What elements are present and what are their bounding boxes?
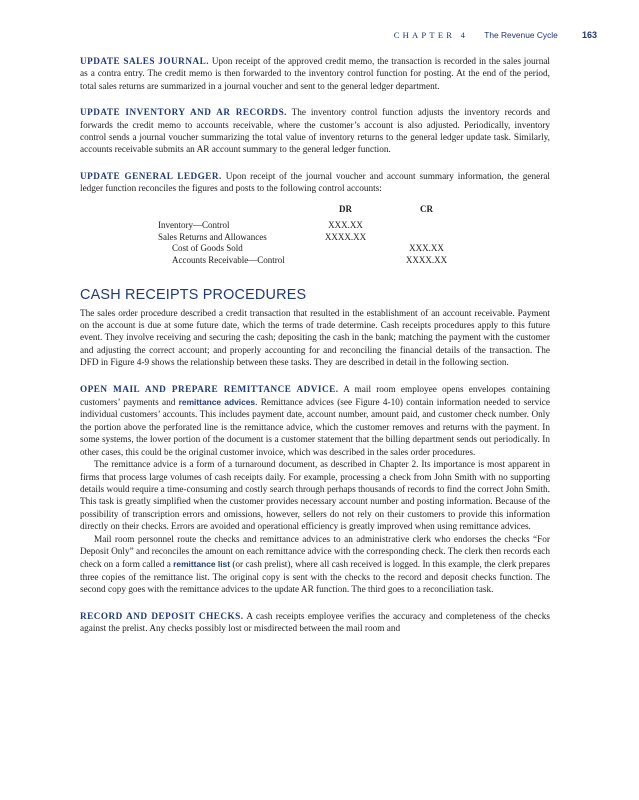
dr-header: DR [339, 203, 352, 214]
table-header-row [158, 204, 467, 221]
run-in-heading: UPDATE SALES JOURNAL. [80, 56, 210, 66]
dr-amount [305, 255, 386, 267]
paragraph-turnaround-document: The remittance advice is a form of a turnaround document, as described in Chapter 2. Its importance is most apparent in firms that process large volumes of cash receipts daily. For example, processing a check from John Smith with no supporting details would require a time-consuming and costly search through perhaps thousands of records to find the correct John Smith. This task is greatly simplified when the customer provides necessary account number and posting information. Because of the possibility of transcription errors and omissions, however, sellers do not rely on their customers to provide this information directly on their checks. Errors are avoided and operational efficiency is greatly improved when using remittance advices. [80, 460, 550, 533]
paragraph-update-inventory [80, 106, 550, 157]
chapter-label: CHAPTER 4 [393, 30, 469, 40]
paragraph-open-mail [80, 383, 550, 459]
cr-amount [386, 220, 467, 232]
paragraph-update-sales-journal [80, 55, 550, 93]
paragraph-text: Mail room personnel route the checks and remittance advices to an administrative clerk who endorses the checks “For Deposit Only” and reconciles the amount on each remittance advice with the corresponding check. The clerk then records each check on a form called a [80, 534, 550, 571]
key-term-remittance-advices: remittance advices [178, 397, 256, 408]
paragraph-record-deposit [80, 610, 550, 636]
run-in-heading: OPEN MAIL AND PREPARE REMITTANCE ADVICE. [80, 383, 339, 394]
account-header [158, 204, 305, 221]
dr-amount [305, 243, 386, 255]
cr-header: CR [420, 203, 433, 214]
dr-amount: XXX.XX [328, 220, 363, 231]
running-head [0, 30, 597, 44]
run-in-heading: UPDATE GENERAL LEDGER. [80, 170, 222, 181]
cr-amount: XXXX.XX [405, 255, 448, 266]
page-content [80, 55, 550, 635]
table-row [158, 243, 467, 255]
paragraph-text: Upon receipt of the journal voucher and account summary information, the general ledger function reconciles the figures and posts to the following control accounts: [80, 171, 550, 195]
table-row [158, 232, 467, 244]
page-number: 163 [581, 30, 597, 40]
paragraph-text: A mail room employee opens envelopes containing customers’ payments and [80, 384, 550, 409]
paragraph-text: Upon receipt of the approved credit memo, the transaction is recorded in the sales journal as a contra entry. The credit memo is then forwarded to the inventory control function for posting. At the end of the period, total sales returns are summarized in a journal voucher and sent to the general ledger department. [80, 57, 550, 92]
account-name: Sales Returns and Allowances [158, 231, 267, 242]
paragraph-text: A cash receipts employee verifies the accuracy and completeness of the checks against the prelist. Any checks possibly lost or misdirected between the mail room and [80, 611, 550, 634]
paragraph-mail-room-personnel [80, 534, 550, 597]
key-term-remittance-list: remittance list [173, 559, 230, 570]
account-name: Cost of Goods Sold [172, 243, 243, 254]
account-name: Accounts Receivable—Control [172, 255, 285, 266]
section-title-cash-receipts: CASH RECEIPTS PROCEDURES [80, 286, 307, 303]
control-accounts-table [158, 204, 467, 267]
cr-amount [386, 232, 467, 244]
paragraph-text: (or cash prelist), where all cash received is logged. In this example, the clerk prepares three copies of the remittance list. The original copy is sent with the checks to the record and deposit checks function. The second copy goes with the remittance advices to the update AR function. The third goes to a reconciliation task. [80, 560, 550, 596]
run-in-heading: UPDATE INVENTORY AND AR RECORDS. [80, 107, 287, 118]
account-name: Inventory—Control [158, 220, 230, 231]
paragraph-text: The inventory control function adjusts the inventory records and forwards the credit memo to accounts receivable, where the customer’s account is also adjusted. Periodically, inventory control sends a journal voucher summarizing the total value of inventory returns to the general ledger update task. Similarly, accounts receivable submits an AR account summary to the general ledger function. [80, 108, 551, 156]
paragraph-cash-receipts: The sales order procedure described a credit transaction that resulted in the establishment of an account receivable. Payment on the account is due at some future date, which the terms of trade determine. Cash receipts procedures apply to this future event. They involve receiving and securing the cash; depositing the cash in the bank; matching the payment with the customer and adjusting the correct account; and properly accounting for and reconciling the financial details of the transaction. The DFD in Figure 4-9 shows the relationship between these tasks. They are described in detail in the following section. [80, 308, 550, 369]
section-label: The Revenue Cycle [484, 30, 558, 40]
paragraph-update-gl [80, 170, 550, 196]
table-row [158, 255, 467, 267]
paragraph-text: . Remittance advices (see Figure 4-10) contain information needed to service individual customers’ accounts. This includes payment date, account number, amount paid, and customer check number. Only the portion above the perforated line is the remittance advice, which the customer removes and returns with the payment. In some systems, the lower portion of the document is a customer statement that the billing department sends out periodically. In other cases, this could be the original customer invoice, which was described in the sales order procedures. [80, 398, 550, 458]
cr-amount: XXX.XX [409, 243, 444, 254]
run-in-heading: RECORD AND DEPOSIT CHECKS. [80, 610, 244, 621]
dr-amount: XXXX.XX [324, 231, 367, 242]
table-row [158, 220, 467, 232]
